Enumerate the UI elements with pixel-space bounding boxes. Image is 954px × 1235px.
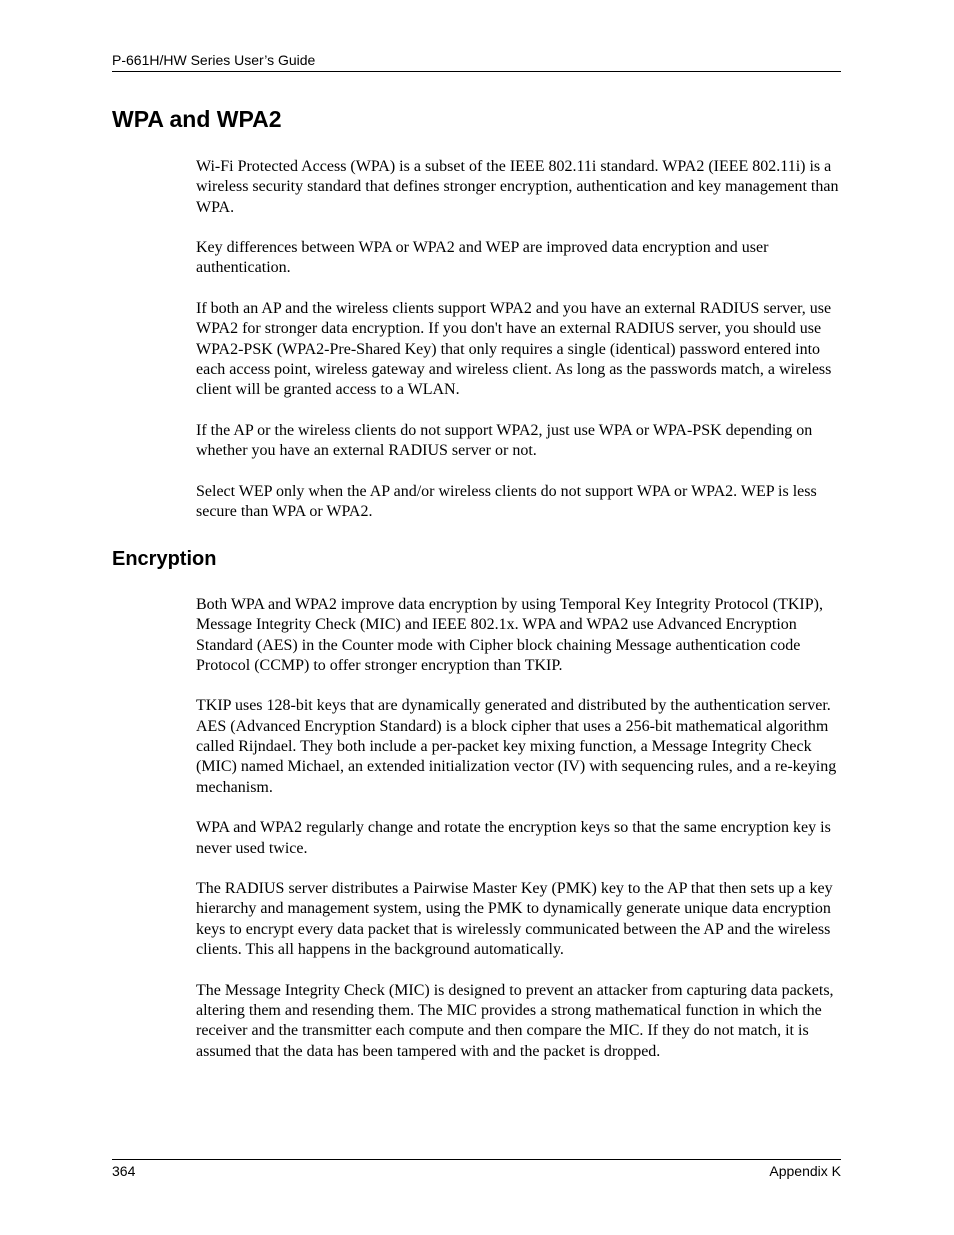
paragraph: Key differences between WPA or WPA2 and WEP are improved data encryption and user authentication. <box>196 239 769 277</box>
paragraph: Select WEP only when the AP and/or wireless clients do not support WPA or WPA2. WEP is less secure than WPA or WPA2. <box>196 482 817 521</box>
paragraph: TKIP uses 128-bit keys that are dynamically generated and distributed by the authentication server. AES (Advanced Encryption Standard) is a block cipher that uses a 256-bit mathematical algorithm called Rijndael. They both include a per-packet key mixing function, a Message Integrity Check (MIC) named Michael, an extended initialization vector (IV) with sequencing rules, and a re-keying mechanism. <box>196 697 837 796</box>
section-title-wpa: WPA and WPA2 <box>112 106 282 132</box>
page-header <box>112 51 841 72</box>
section-title-encryption: Encryption <box>112 548 217 570</box>
paragraph: Wi-Fi Protected Access (WPA) is a subset of the IEEE 802.11i standard. WPA2 (IEEE 802.11i) is a wireless security standard that defines stronger encryption, authentication and key management than WPA. <box>196 158 839 216</box>
paragraph: If the AP or the wireless clients do not support WPA2, just use WPA or WPA-PSK depending on whether you have an external RADIUS server or not. <box>196 421 813 460</box>
paragraph: Both WPA and WPA2 improve data encryption by using Temporal Key Integrity Protocol (TKIP), Message Integrity Check (MIC) and IEEE 802.1x. WPA and WPA2 use Advanced Encryption Standard (AES) in the Counter mode with Cipher block chaining Message authentication code Protocol (CCMP) to offer stronger encryption than TKIP. <box>196 596 823 674</box>
section-body-encryption <box>196 595 844 1082</box>
paragraph: The Message Integrity Check (MIC) is designed to prevent an attacker from capturing data packets, altering them and resending them. The MIC provides a strong mathematical function in which the receiver and the transmitter each compute and then compare the MIC. If they do not match, it is assumed that the data has been tampered with and the packet is dropped. <box>196 981 834 1060</box>
guide-title: P-661H/HW Series User’s Guide <box>112 52 316 68</box>
section-body-wpa <box>196 157 844 543</box>
page-footer <box>112 1159 841 1180</box>
page-number: 364 <box>112 1163 136 1179</box>
appendix-label: Appendix K <box>769 1163 841 1179</box>
paragraph: WPA and WPA2 regularly change and rotate the encryption keys so that the same encryption key is never used twice. <box>196 819 831 857</box>
paragraph: The RADIUS server distributes a Pairwise Master Key (PMK) key to the AP that then sets up a key hierarchy and management system, using the PMK to dynamically generate unique data encryption keys to encrypt every data packet that is wirelessly communicated between the AP and the wireless clients. This all happens in the background automatically. <box>196 880 833 959</box>
paragraph: If both an AP and the wireless clients support WPA2 and you have an external RADIUS server, use WPA2 for stronger data encryption. If you don't have an external RADIUS server, you should use WPA2-PSK (WPA2-Pre-Shared Key) that only requires a single (identical) password entered into each access point, wireless gateway and wireless client. As long as the passwords match, a wireless client will be granted access to a WLAN. <box>196 300 832 399</box>
